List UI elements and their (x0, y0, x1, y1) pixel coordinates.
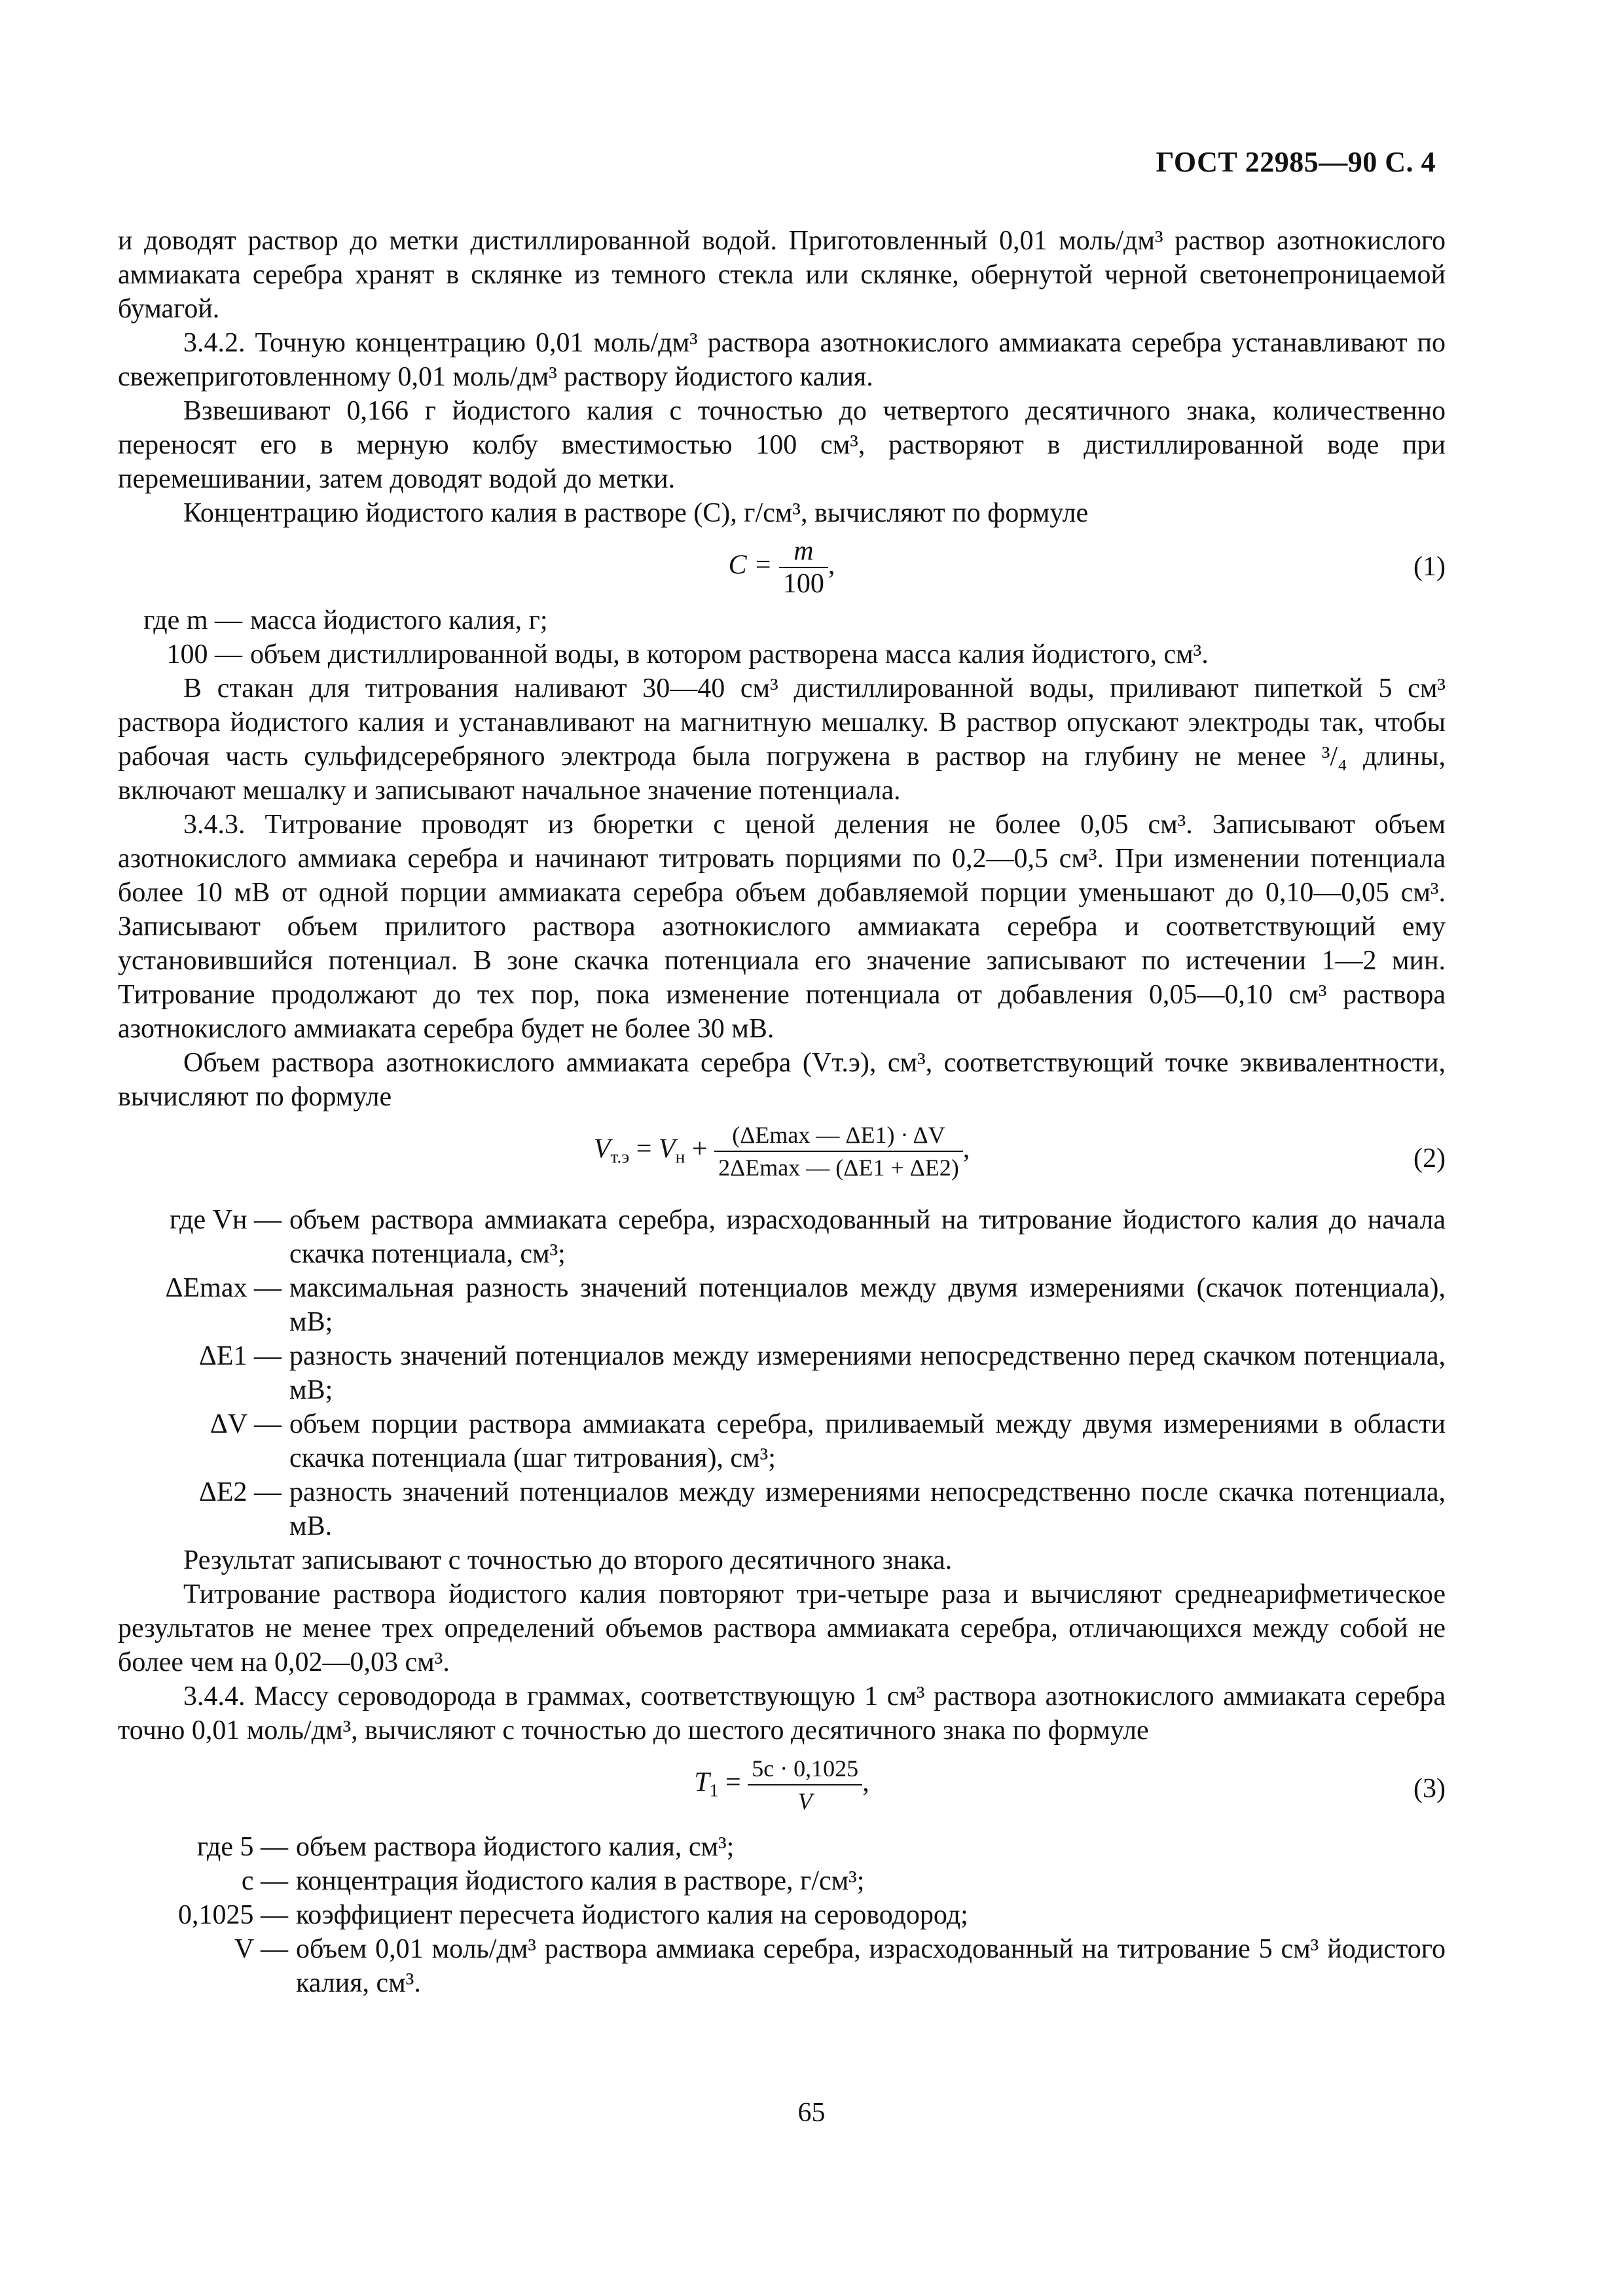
document-body (118, 224, 1446, 2000)
paragraph-weighing: Взвешивают 0,166 г йодистого калия с точностью до четвертого десятичного знака, количественно переносят его в мерную колбу вместимостью 100 см³, растворяют в дистиллированной воде при перемешивании, затем доводят водой до метки. (118, 396, 1446, 494)
formula-2-fraction (714, 1119, 963, 1183)
paragraph-3-4-2: 3.4.2. Точную концентрацию 0,01 моль/дм³ раствора азотнокислого аммиаката серебра устанавливают по свежеприготовленному 0,01 моль/дм³ раствору йодистого калия. (118, 328, 1446, 392)
paragraph-equivalence-intro: Объем раствора азотнокислого аммиаката серебра (Vт.э), см³, соответствующий точке эквивалентности, вычисляют по формуле (118, 1048, 1446, 1112)
where-3-key-coef: 0,1025 — (178, 1900, 288, 1930)
where-3-key-c: c — (241, 1866, 288, 1896)
formula-2-number: (2) (1413, 1143, 1446, 1174)
where-1-key-m: где m — (143, 605, 242, 636)
where-3-text-c: концентрация йодистого калия в растворе, г/см³; (296, 1866, 865, 1896)
where-1-text-m: масса йодистого калия, г; (250, 605, 548, 636)
paragraph-repeat-titration: Титрование раствора йодистого калия повторяют три-четыре раза и вычисляют среднеарифметическое результатов не менее трех определений объемов раствора аммиаката серебра, отличающихся между собой не более чем на 0,02—0,03 см³. (118, 1579, 1446, 1677)
formula-1-lhs: C = (728, 550, 773, 581)
formula-2-numerator: (ΔEmax — ΔE1) · ΔV (714, 1119, 963, 1152)
where-2-text-vn: объем раствора аммиаката серебра, израсходованный на титрование йодистого калия до начала скачка потенциала, см³; (289, 1205, 1446, 1269)
formula-3-eq: = (718, 1767, 748, 1798)
where-2-text-demax: максимальная разность значений потенциалов между двумя измерениями (скачок потенциала), мВ; (289, 1273, 1446, 1337)
formula-2-plus: + (685, 1134, 715, 1164)
where-1-key-100: 100 — (166, 639, 242, 670)
where-list-1 (118, 603, 1446, 672)
formula-1-number: (1) (1413, 552, 1446, 582)
where-2-text-dv: объем порции раствора аммиаката серебра, приливаемый между двумя измерениями в области скачка потенциала (шаг титрования), см³; (289, 1409, 1446, 1473)
formula-2-eq: = (629, 1134, 659, 1164)
where-2-key-demax: ΔEmax — (165, 1273, 282, 1303)
formula-3-fraction (748, 1753, 862, 1817)
formula-1-tail: , (828, 550, 835, 581)
page-header: ГОСТ 22985—90 С. 4 (1156, 146, 1436, 178)
where-3-key-v: V — (234, 1934, 288, 1964)
formula-1-fraction (779, 535, 828, 600)
where-3-text-5: объем раствора йодистого калия, см³; (296, 1832, 735, 1862)
where-3-text-coef: коэффициент пересчета йодистого калия на сероводород; (296, 1900, 968, 1930)
paragraph-continuation: и доводят раствор до метки дистиллированной водой. Приготовленный 0,01 моль/дм³ раствор азотнокислого аммиаката серебра хранят в склянке из темного стекла или склянке, обернутой черной светонепроницаемой бумагой. (118, 226, 1446, 324)
formula-2 (118, 1119, 1446, 1198)
formula-2-denominator: 2ΔEmax — (ΔE1 + ΔE2) (718, 1155, 959, 1181)
formula-3-lhs: T (694, 1767, 710, 1798)
paragraph-titration-setup: В стакан для титрования наливают 30—40 см³ дистиллированной воды, приливают пипеткой 5 см³ раствора йодистого калия и устанавливают на магнитную мешалку. В раствор опускают электроды так, чтобы рабочая часть сульфидсеребряного электрода была погружена в раствор на глубину не менее ³/₄ длины, включают мешалку и записывают начальное значение потенциала. (118, 673, 1446, 806)
where-list-2 (118, 1203, 1446, 1543)
paragraph-3-4-3: 3.4.3. Титрование проводят из бюретки с ценой деления не более 0,05 см³. Записывают объем азотнокислого аммиака серебра и начинают титровать порциями по 0,2—0,5 см³. При изменении потенциала более 10 мВ от одной порции аммиаката серебра объем добавляемой порции уменьшают до 0,10—0,05 см³. Записывают объем прилитого раствора азотнокислого аммиаката серебра и соответствующий ему установившийся потенциал. В зоне скачка потенциала его значение записывают по истечении 1—2 мин. Титрование продолжают до тех пор, пока изменение потенциала от добавления 0,05—0,10 см³ раствора азотнокислого аммиаката серебра будет не более 30 мВ. (118, 810, 1446, 1044)
formula-1-denominator: 100 (782, 569, 824, 599)
formula-1-numerator: m (793, 536, 814, 566)
formula-3 (118, 1753, 1446, 1825)
where-2-key-vn: где Vн — (170, 1205, 282, 1235)
page-number: 65 (797, 2098, 826, 2128)
where-2-text-de1: разность значений потенциалов между измерениями непосредственно перед скачком потенциала, мВ; (289, 1341, 1446, 1405)
where-3-text-v: объем 0,01 моль/дм³ раствора аммиака серебра, израсходованный на титрование 5 см³ йодистого калия, см³. (296, 1934, 1446, 1998)
paragraph-concentration-intro: Концентрацию йодистого калия в растворе (C), г/см³, вычисляют по формуле (183, 498, 1089, 528)
formula-3-numerator: 5c · 0,1025 (748, 1753, 862, 1785)
formula-3-lhs-sub: 1 (709, 1780, 719, 1801)
formula-2-vn: V (658, 1134, 676, 1164)
formula-2-vn-sub: н (675, 1146, 685, 1167)
formula-3-number: (3) (1413, 1774, 1446, 1804)
where-3-key-5: где 5 — (196, 1832, 288, 1862)
formula-1 (118, 535, 1446, 598)
paragraph-result-precision: Результат записывают с точностью до второго десятичного знака. (183, 1545, 953, 1575)
paragraph-3-4-4: 3.4.4. Массу сероводорода в граммах, соответствующую 1 см³ раствора азотнокислого аммиаката серебра точно 0,01 моль/дм³, вычисляют с точностью до шестого десятичного знака по формуле (118, 1681, 1446, 1746)
formula-3-tail: , (862, 1767, 869, 1798)
where-2-text-de2: разность значений потенциалов между измерениями непосредственно после скачка потенциала, мВ. (289, 1477, 1446, 1541)
where-2-key-de1: ΔE1 — (198, 1341, 282, 1371)
formula-3-denominator: V (797, 1788, 812, 1814)
where-list-3 (118, 1830, 1446, 2000)
where-2-key-dv: ΔV — (210, 1409, 282, 1439)
where-2-key-de2: ΔE2 — (198, 1477, 282, 1507)
where-1-text-100: объем дистиллированной воды, в котором растворена масса калия йодистого, см³. (250, 639, 1209, 670)
formula-2-tail: , (962, 1134, 970, 1164)
formula-2-lhs-sub: т.э (610, 1146, 630, 1167)
formula-2-lhs: V (593, 1134, 611, 1164)
